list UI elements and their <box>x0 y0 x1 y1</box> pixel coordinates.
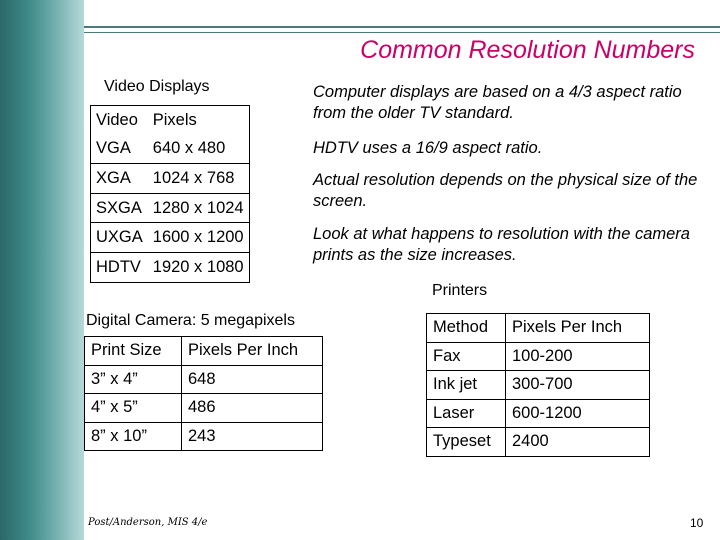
table-cell: 1920 x 1080 <box>148 252 249 282</box>
printer-resolution-table <box>426 313 650 457</box>
video-resolution-table <box>90 105 250 283</box>
table-cell: Ink jet <box>427 371 506 400</box>
note-hdtv: HDTV uses a 16/9 aspect ratio. <box>313 139 543 157</box>
table-cell: HDTV <box>91 252 148 282</box>
table-cell: 1024 x 768 <box>148 164 249 194</box>
table-cell: 243 <box>182 422 323 451</box>
table-cell: 2400 <box>506 428 650 457</box>
table-cell: UXGA <box>91 223 148 253</box>
table-row <box>427 371 650 400</box>
table-cell: 1280 x 1024 <box>148 193 249 223</box>
table-cell: 8” x 10” <box>85 422 182 451</box>
camera-label: Digital Camera: 5 megapixels <box>86 312 295 329</box>
table-cell: Typeset <box>427 428 506 457</box>
note-aspect-ratio: Computer displays are based on a 4/3 aspect ratio from the older TV standard. <box>313 83 682 122</box>
table-cell: SXGA <box>91 193 148 223</box>
header-cell: Video <box>91 106 148 135</box>
table-row <box>85 394 323 423</box>
table-cell: 648 <box>182 365 323 394</box>
decorative-sidebar <box>0 0 84 540</box>
table-row <box>85 422 323 451</box>
table-cell: 100-200 <box>506 342 650 371</box>
header-cell: Print Size <box>85 337 182 366</box>
table-cell: 4” x 5” <box>85 394 182 423</box>
note-physical-size: Actual resolution depends on the physical size of the screen. <box>313 171 698 210</box>
header-cell: Pixels Per Inch <box>506 314 650 343</box>
table-cell: VGA <box>91 135 148 164</box>
table-row <box>91 223 250 253</box>
table-header-row <box>91 106 250 135</box>
page-number: 10 <box>690 516 704 530</box>
table-row <box>427 428 650 457</box>
table-row <box>91 252 250 282</box>
table-cell: 300-700 <box>506 371 650 400</box>
header-cell: Pixels Per Inch <box>182 337 323 366</box>
header-rule-thin <box>84 32 720 33</box>
note-camera-prints: Look at what happens to resolution with the camera prints as the size increases. <box>313 225 690 264</box>
table-cell: Fax <box>427 342 506 371</box>
table-row <box>91 164 250 194</box>
slide-title: Common Resolution Numbers <box>360 36 695 64</box>
header-cell: Method <box>427 314 506 343</box>
table-cell: 1600 x 1200 <box>148 223 249 253</box>
table-row <box>85 365 323 394</box>
table-cell: 486 <box>182 394 323 423</box>
table-row <box>91 135 250 164</box>
header-cell: Pixels <box>148 106 249 135</box>
table-header-row <box>85 337 323 366</box>
table-header-row <box>427 314 650 343</box>
footer-author: Post/Anderson, MIS 4/e <box>88 517 208 528</box>
table-cell: 600-1200 <box>506 399 650 428</box>
table-cell: 640 x 480 <box>148 135 249 164</box>
camera-print-table <box>84 336 323 451</box>
table-row <box>427 342 650 371</box>
table-cell: Laser <box>427 399 506 428</box>
printers-label: Printers <box>432 282 488 299</box>
table-row <box>91 193 250 223</box>
table-cell: XGA <box>91 164 148 194</box>
header-rule <box>84 26 720 28</box>
table-cell: 3” x 4” <box>85 365 182 394</box>
table-row <box>427 399 650 428</box>
video-displays-label: Video Displays <box>104 78 210 95</box>
